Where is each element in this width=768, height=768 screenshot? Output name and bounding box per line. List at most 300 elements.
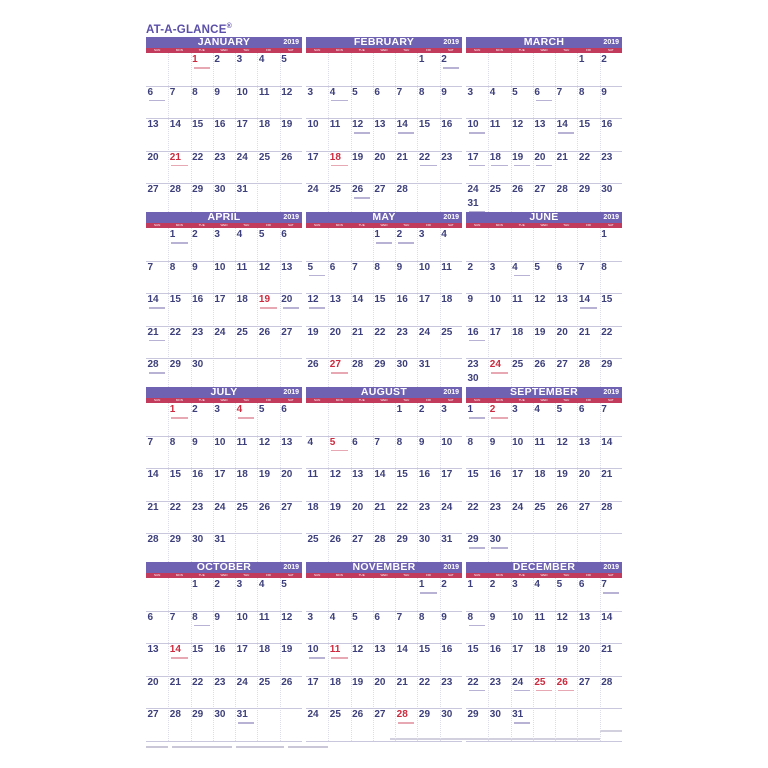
day-number[interactable]: 12: [329, 469, 341, 480]
day-number[interactable]: 30: [396, 359, 408, 370]
day-number[interactable]: 7: [601, 579, 607, 590]
day-number[interactable]: 18: [236, 469, 248, 480]
day-number[interactable]: 28: [147, 359, 159, 370]
day-number[interactable]: 10: [236, 86, 248, 98]
day-number[interactable]: 20: [281, 294, 293, 305]
day-number[interactable]: 26: [281, 151, 293, 163]
day-number[interactable]: 26: [352, 184, 364, 195]
day-number[interactable]: 15: [396, 469, 408, 480]
day-number[interactable]: 4: [534, 404, 540, 415]
day-number[interactable]: 20: [556, 326, 568, 338]
day-number[interactable]: 29: [374, 359, 386, 370]
day-number[interactable]: 27: [374, 709, 386, 720]
day-number[interactable]: 20: [281, 469, 293, 480]
day-number[interactable]: 23: [192, 501, 204, 513]
day-number[interactable]: 27: [556, 359, 568, 370]
day-number[interactable]: 20: [147, 676, 159, 688]
day-number[interactable]: 28: [396, 184, 408, 195]
day-number[interactable]: 25: [441, 326, 453, 338]
day-number[interactable]: 13: [147, 119, 159, 130]
day-number[interactable]: 20: [578, 644, 591, 655]
day-number[interactable]: 31: [214, 534, 226, 545]
day-number[interactable]: 8: [169, 261, 176, 273]
day-number[interactable]: 12: [281, 86, 293, 98]
day-number[interactable]: 27: [147, 184, 159, 195]
day-number[interactable]: 4: [236, 404, 243, 415]
day-number[interactable]: 5: [258, 229, 265, 240]
day-number[interactable]: 3: [418, 229, 425, 240]
day-number[interactable]: 10: [467, 119, 479, 130]
day-number[interactable]: 2: [214, 54, 220, 65]
day-number[interactable]: 30: [418, 534, 431, 545]
day-number[interactable]: 13: [578, 436, 591, 448]
day-number[interactable]: 3: [467, 86, 474, 98]
day-number[interactable]: 23: [467, 359, 479, 370]
day-number[interactable]: 30: [601, 184, 613, 195]
day-number[interactable]: 21: [578, 326, 591, 338]
day-number[interactable]: 21: [556, 151, 568, 163]
day-number[interactable]: 29: [192, 184, 204, 195]
day-number[interactable]: 17: [512, 469, 524, 480]
day-number[interactable]: 16: [214, 644, 226, 655]
day-number[interactable]: 10: [214, 261, 226, 273]
day-number[interactable]: 1: [396, 404, 403, 415]
day-number[interactable]: 19: [556, 644, 568, 655]
day-number[interactable]: 13: [556, 294, 568, 305]
day-number[interactable]: 26: [512, 184, 524, 195]
day-number[interactable]: 26: [281, 676, 293, 688]
day-number[interactable]: 1: [374, 229, 380, 240]
day-number[interactable]: 25: [329, 709, 341, 720]
day-number[interactable]: 5: [281, 54, 287, 65]
day-number[interactable]: 22: [578, 151, 591, 163]
day-number[interactable]: 15: [374, 294, 386, 305]
day-number[interactable]: 18: [534, 469, 546, 480]
day-number[interactable]: 9: [489, 436, 496, 448]
day-number[interactable]: 16: [489, 644, 501, 655]
day-number[interactable]: 21: [169, 151, 181, 163]
day-number[interactable]: 4: [534, 579, 540, 590]
day-number[interactable]: 5: [307, 261, 314, 273]
day-number[interactable]: 3: [214, 229, 220, 240]
day-number[interactable]: 20: [578, 469, 591, 480]
day-number[interactable]: 29: [169, 359, 181, 370]
day-number[interactable]: 24: [418, 326, 431, 338]
day-number[interactable]: 24: [467, 184, 479, 195]
day-number[interactable]: 12: [534, 294, 546, 305]
day-number[interactable]: 3: [441, 404, 447, 415]
day-number[interactable]: 2: [489, 579, 496, 590]
day-number[interactable]: 21: [352, 326, 364, 338]
day-number[interactable]: 19: [556, 469, 568, 480]
day-number[interactable]: 18: [307, 501, 319, 513]
day-number[interactable]: 16: [214, 119, 226, 130]
day-number[interactable]: 25: [307, 534, 319, 545]
day-number[interactable]: 30: [467, 373, 479, 384]
day-number[interactable]: 1: [418, 579, 425, 590]
day-number[interactable]: 5: [281, 579, 287, 590]
day-number[interactable]: 21: [169, 676, 181, 688]
day-number[interactable]: 16: [418, 469, 431, 480]
day-number[interactable]: 20: [374, 676, 386, 688]
day-number[interactable]: 4: [329, 611, 336, 623]
day-number[interactable]: 22: [169, 326, 181, 338]
day-number[interactable]: 14: [601, 611, 613, 623]
day-number[interactable]: 27: [352, 534, 364, 545]
day-number[interactable]: 1: [467, 579, 474, 590]
day-number[interactable]: 14: [352, 294, 364, 305]
day-number[interactable]: 30: [192, 359, 204, 370]
day-number[interactable]: 22: [418, 151, 431, 163]
day-number[interactable]: 19: [307, 326, 319, 338]
day-number[interactable]: 25: [258, 151, 271, 163]
day-number[interactable]: 16: [396, 294, 408, 305]
day-number[interactable]: 3: [512, 404, 518, 415]
day-number[interactable]: 5: [329, 436, 336, 448]
day-number[interactable]: 13: [374, 644, 386, 655]
day-number[interactable]: 18: [236, 294, 248, 305]
day-number[interactable]: 17: [418, 294, 431, 305]
day-number[interactable]: 17: [307, 151, 319, 163]
day-number[interactable]: 8: [467, 611, 474, 623]
day-number[interactable]: 28: [374, 534, 386, 545]
day-number[interactable]: 11: [258, 86, 270, 98]
day-number[interactable]: 25: [489, 184, 501, 195]
day-number[interactable]: 24: [214, 326, 226, 338]
day-number[interactable]: 21: [601, 644, 613, 655]
day-number[interactable]: 30: [192, 534, 204, 545]
day-number[interactable]: 16: [467, 326, 479, 338]
day-number[interactable]: 13: [281, 261, 293, 273]
day-number[interactable]: 17: [489, 326, 501, 338]
day-number[interactable]: 14: [147, 294, 159, 305]
day-number[interactable]: 22: [374, 326, 386, 338]
day-number[interactable]: 7: [396, 86, 403, 98]
day-number[interactable]: 26: [556, 501, 568, 513]
day-number[interactable]: 12: [512, 119, 524, 130]
day-number[interactable]: 27: [329, 359, 341, 370]
day-number[interactable]: 21: [147, 326, 159, 338]
day-number[interactable]: 8: [374, 261, 380, 273]
day-number[interactable]: 22: [192, 676, 204, 688]
day-number[interactable]: 11: [236, 436, 248, 448]
day-number[interactable]: 17: [307, 676, 319, 688]
day-number[interactable]: 1: [169, 229, 176, 240]
day-number[interactable]: 12: [352, 644, 364, 655]
day-number[interactable]: 28: [556, 184, 568, 195]
day-number[interactable]: 16: [441, 119, 453, 130]
day-number[interactable]: 11: [534, 611, 545, 623]
day-number[interactable]: 30: [214, 709, 226, 720]
day-number[interactable]: 8: [192, 611, 198, 623]
day-number[interactable]: 29: [418, 709, 431, 720]
day-number[interactable]: 14: [578, 294, 591, 305]
day-number[interactable]: 2: [396, 229, 403, 240]
day-number[interactable]: 25: [512, 359, 524, 370]
day-number[interactable]: 8: [169, 436, 176, 448]
day-number[interactable]: 23: [601, 151, 613, 163]
day-number[interactable]: 10: [441, 436, 453, 448]
day-number[interactable]: 31: [512, 709, 524, 720]
day-number[interactable]: 3: [236, 579, 243, 590]
day-number[interactable]: 15: [467, 644, 479, 655]
day-number[interactable]: 17: [236, 119, 248, 130]
day-number[interactable]: 8: [578, 86, 585, 98]
day-number[interactable]: 3: [307, 86, 314, 98]
day-number[interactable]: 7: [147, 261, 154, 273]
day-number[interactable]: 9: [441, 611, 447, 623]
day-number[interactable]: 15: [578, 119, 591, 130]
day-number[interactable]: 12: [281, 611, 293, 623]
day-number[interactable]: 11: [307, 469, 319, 480]
day-number[interactable]: 14: [396, 119, 408, 130]
day-number[interactable]: 9: [467, 294, 474, 305]
day-number[interactable]: 7: [556, 86, 563, 98]
day-number[interactable]: 23: [418, 501, 431, 513]
day-number[interactable]: 3: [512, 579, 518, 590]
day-number[interactable]: 26: [258, 326, 271, 338]
day-number[interactable]: 7: [169, 86, 176, 98]
day-number[interactable]: 3: [236, 54, 243, 65]
day-number[interactable]: 7: [352, 261, 358, 273]
day-number[interactable]: 11: [236, 261, 248, 273]
day-number[interactable]: 30: [489, 709, 501, 720]
day-number[interactable]: 14: [556, 119, 568, 130]
day-number[interactable]: 18: [534, 644, 546, 655]
day-number[interactable]: 28: [601, 676, 613, 688]
day-number[interactable]: 29: [467, 534, 479, 545]
day-number[interactable]: 26: [556, 676, 568, 688]
day-number[interactable]: 15: [192, 119, 204, 130]
day-number[interactable]: 27: [281, 501, 293, 513]
day-number[interactable]: 8: [418, 86, 425, 98]
day-number[interactable]: 12: [258, 436, 271, 448]
day-number[interactable]: 28: [147, 534, 159, 545]
day-number[interactable]: 31: [467, 198, 479, 209]
day-number[interactable]: 24: [441, 501, 453, 513]
day-number[interactable]: 7: [169, 611, 176, 623]
day-number[interactable]: 6: [147, 86, 154, 98]
day-number[interactable]: 22: [467, 676, 479, 688]
day-number[interactable]: 19: [258, 469, 271, 480]
day-number[interactable]: 12: [307, 294, 319, 305]
day-number[interactable]: 28: [396, 709, 408, 720]
day-number[interactable]: 7: [578, 261, 585, 273]
day-number[interactable]: 27: [374, 184, 386, 195]
day-number[interactable]: 2: [418, 404, 425, 415]
day-number[interactable]: 5: [512, 86, 518, 98]
day-number[interactable]: 4: [307, 436, 314, 448]
day-number[interactable]: 19: [258, 294, 271, 305]
day-number[interactable]: 31: [236, 709, 248, 720]
day-number[interactable]: 5: [556, 404, 563, 415]
day-number[interactable]: 27: [534, 184, 546, 195]
day-number[interactable]: 17: [467, 151, 479, 163]
day-number[interactable]: 13: [534, 119, 546, 130]
day-number[interactable]: 11: [329, 119, 341, 130]
day-number[interactable]: 24: [236, 151, 248, 163]
day-number[interactable]: 15: [418, 119, 431, 130]
day-number[interactable]: 30: [441, 709, 453, 720]
day-number[interactable]: 24: [236, 676, 248, 688]
day-number[interactable]: 3: [489, 261, 496, 273]
day-number[interactable]: 10: [214, 436, 226, 448]
day-number[interactable]: 16: [489, 469, 501, 480]
day-number[interactable]: 14: [169, 644, 181, 655]
day-number[interactable]: 25: [534, 676, 546, 688]
day-number[interactable]: 16: [192, 469, 204, 480]
day-number[interactable]: 1: [169, 404, 176, 415]
day-number[interactable]: 5: [556, 579, 563, 590]
day-number[interactable]: 2: [192, 229, 198, 240]
day-number[interactable]: 18: [512, 326, 524, 338]
day-number[interactable]: 13: [329, 294, 341, 305]
day-number[interactable]: 12: [556, 611, 568, 623]
day-number[interactable]: 4: [489, 86, 496, 98]
day-number[interactable]: 1: [467, 404, 474, 415]
day-number[interactable]: 23: [192, 326, 204, 338]
day-number[interactable]: 4: [441, 229, 447, 240]
day-number[interactable]: 7: [374, 436, 380, 448]
day-number[interactable]: 11: [534, 436, 545, 448]
day-number[interactable]: 26: [307, 359, 319, 370]
day-number[interactable]: 10: [307, 644, 319, 655]
day-number[interactable]: 6: [556, 261, 563, 273]
day-number[interactable]: 6: [281, 229, 287, 240]
day-number[interactable]: 29: [467, 709, 479, 720]
day-number[interactable]: 3: [214, 404, 220, 415]
day-number[interactable]: 26: [258, 501, 271, 513]
day-number[interactable]: 25: [236, 501, 248, 513]
day-number[interactable]: 11: [258, 611, 270, 623]
day-number[interactable]: 23: [441, 676, 453, 688]
day-number[interactable]: 6: [534, 86, 540, 98]
day-number[interactable]: 6: [578, 404, 585, 415]
day-number[interactable]: 8: [396, 436, 403, 448]
day-number[interactable]: 18: [329, 151, 341, 163]
day-number[interactable]: 26: [329, 534, 341, 545]
day-number[interactable]: 19: [281, 644, 293, 655]
day-number[interactable]: 6: [374, 86, 380, 98]
day-number[interactable]: 24: [512, 676, 524, 688]
day-number[interactable]: 4: [329, 86, 336, 98]
day-number[interactable]: 2: [467, 261, 474, 273]
day-number[interactable]: 5: [352, 86, 358, 98]
day-number[interactable]: 20: [147, 151, 159, 163]
day-number[interactable]: 4: [258, 54, 265, 65]
day-number[interactable]: 13: [374, 119, 386, 130]
day-number[interactable]: 17: [441, 469, 453, 480]
day-number[interactable]: 18: [489, 151, 501, 163]
day-number[interactable]: 14: [601, 436, 613, 448]
day-number[interactable]: 15: [418, 644, 431, 655]
day-number[interactable]: 9: [489, 611, 496, 623]
day-number[interactable]: 10: [418, 261, 431, 273]
day-number[interactable]: 15: [467, 469, 479, 480]
day-number[interactable]: 21: [147, 501, 159, 513]
day-number[interactable]: 4: [512, 261, 518, 273]
day-number[interactable]: 9: [441, 86, 447, 98]
day-number[interactable]: 23: [441, 151, 453, 163]
day-number[interactable]: 11: [512, 294, 523, 305]
day-number[interactable]: 19: [352, 676, 364, 688]
day-number[interactable]: 21: [396, 676, 408, 688]
day-number[interactable]: 13: [281, 436, 293, 448]
day-number[interactable]: 22: [467, 501, 479, 513]
day-number[interactable]: 27: [578, 676, 591, 688]
day-number[interactable]: 29: [578, 184, 591, 195]
day-number[interactable]: 22: [418, 676, 431, 688]
day-number[interactable]: 9: [396, 261, 403, 273]
day-number[interactable]: 10: [512, 611, 524, 623]
day-number[interactable]: 28: [352, 359, 364, 370]
day-number[interactable]: 7: [601, 404, 607, 415]
day-number[interactable]: 1: [192, 54, 198, 65]
day-number[interactable]: 4: [236, 229, 243, 240]
day-number[interactable]: 5: [258, 404, 265, 415]
day-number[interactable]: 30: [214, 184, 226, 195]
day-number[interactable]: 10: [512, 436, 524, 448]
day-number[interactable]: 18: [441, 294, 453, 305]
day-number[interactable]: 20: [534, 151, 546, 163]
day-number[interactable]: 24: [307, 709, 319, 720]
day-number[interactable]: 23: [489, 676, 501, 688]
day-number[interactable]: 6: [374, 611, 380, 623]
day-number[interactable]: 29: [192, 709, 204, 720]
day-number[interactable]: 1: [418, 54, 425, 65]
day-number[interactable]: 2: [214, 579, 220, 590]
day-number[interactable]: 24: [489, 359, 501, 370]
day-number[interactable]: 12: [352, 119, 364, 130]
day-number[interactable]: 24: [214, 501, 226, 513]
day-number[interactable]: 8: [192, 86, 198, 98]
day-number[interactable]: 14: [374, 469, 386, 480]
day-number[interactable]: 22: [601, 326, 613, 338]
day-number[interactable]: 9: [601, 86, 607, 98]
day-number[interactable]: 6: [578, 579, 585, 590]
day-number[interactable]: 1: [578, 54, 585, 65]
day-number[interactable]: 10: [236, 611, 248, 623]
day-number[interactable]: 19: [281, 119, 293, 130]
day-number[interactable]: 11: [489, 119, 501, 130]
day-number[interactable]: 26: [352, 709, 364, 720]
day-number[interactable]: 9: [214, 86, 220, 98]
day-number[interactable]: 9: [418, 436, 425, 448]
day-number[interactable]: 2: [441, 54, 447, 65]
day-number[interactable]: 29: [396, 534, 408, 545]
day-number[interactable]: 19: [512, 151, 524, 163]
day-number[interactable]: 18: [258, 119, 271, 130]
day-number[interactable]: 15: [169, 294, 181, 305]
day-number[interactable]: 22: [169, 501, 181, 513]
day-number[interactable]: 28: [601, 501, 613, 513]
day-number[interactable]: 9: [214, 611, 220, 623]
day-number[interactable]: 24: [307, 184, 319, 195]
day-number[interactable]: 7: [396, 611, 403, 623]
day-number[interactable]: 23: [489, 501, 501, 513]
day-number[interactable]: 27: [578, 501, 591, 513]
day-number[interactable]: 28: [578, 359, 591, 370]
day-number[interactable]: 25: [236, 326, 248, 338]
day-number[interactable]: 29: [601, 359, 613, 370]
day-number[interactable]: 4: [258, 579, 265, 590]
day-number[interactable]: 22: [192, 151, 204, 163]
day-number[interactable]: 23: [214, 151, 226, 163]
day-number[interactable]: 27: [147, 709, 159, 720]
day-number[interactable]: 20: [329, 326, 341, 338]
day-number[interactable]: 31: [441, 534, 453, 545]
day-number[interactable]: 14: [396, 644, 408, 655]
